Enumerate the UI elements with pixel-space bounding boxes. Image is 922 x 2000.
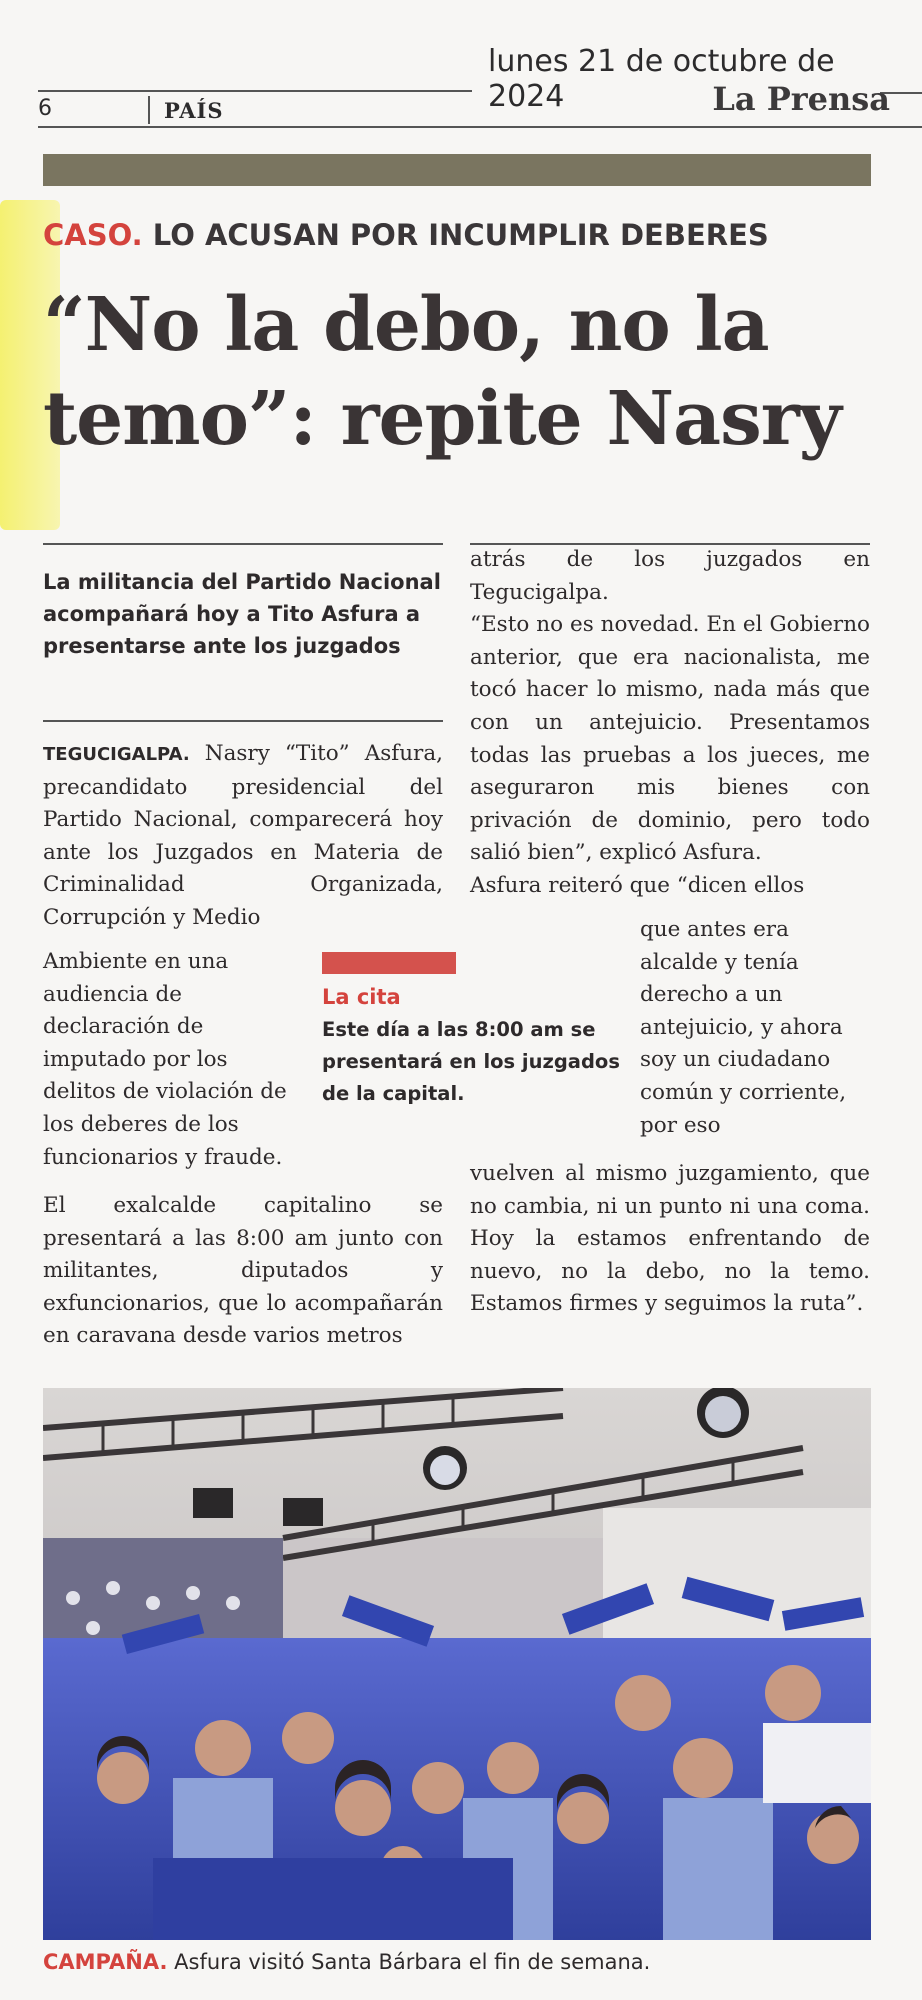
header-separator [148, 96, 150, 124]
column-2-para-3-rest: vuelven al mismo juzgamiento, que no cambia, ni un punto ni una coma. Hoy la estamos enfrentando de nuevo, no la debo, no la temo. Estamos firmes y seguimos la ruta”. [470, 1161, 870, 1317]
column-2-narrow [640, 914, 872, 1142]
pull-quote-text: Este día a las 8:00 am se presentará en los juzgados de la capital. [322, 1018, 620, 1105]
caption-tag: CAMPAÑA. [43, 1950, 168, 1974]
column-2-para-3-wide: Asfura reiteró que “dicen ellos [470, 872, 805, 898]
headline-line-2: temo”: repite Nasry [43, 376, 841, 462]
newspaper-brand: La Prensa [712, 80, 890, 118]
publication-date: lunes 21 de octubre de 2024 [488, 44, 835, 114]
section-name: PAÍS [164, 98, 224, 123]
column-2-para-1: atrás de los juzgados en Tegucigalpa. [470, 547, 870, 605]
kicker-tag: CASO. [43, 218, 143, 252]
deck-top-rule [43, 543, 443, 545]
dateline: TEGUCIGALPA. [43, 744, 190, 765]
column-1-top [43, 738, 443, 935]
column-1-para-1-narrow: Ambiente en una audiencia de declaración de imputado por los delitos de violación de los deberes de los funcionarios y fraude. [43, 949, 287, 1170]
header-bottom-rule [38, 126, 922, 128]
column-2-top [470, 544, 870, 903]
column-1-para-2: El exalcalde capitalino se presentará a las 8:00 am junto con militantes, diputados y exfuncionarios, que lo acompañarán en caravana desde varios metros [43, 1193, 443, 1349]
section-band [43, 154, 871, 186]
column-2-para-2: “Esto no es novedad. En el Gobierno anterior, que era nacionalista, me tocó hacer lo mismo, nada más que con un antejuicio. Presentamos todas las pruebas a los jueces, me aseguraron mis bienes con privación de dominio, pero todo salió bien”, explicó Asfura. [470, 612, 870, 866]
pull-quote-bar [322, 952, 456, 974]
deck: La militancia del Partido Nacional acompañará hoy a Tito Asfura a presentarse ante los juzgados [43, 570, 441, 658]
deck-bottom-rule [43, 720, 443, 722]
caption-text: Asfura visitó Santa Bárbara el fin de semana. [174, 1950, 651, 1974]
kicker [43, 218, 873, 252]
page-number: 6 [38, 96, 52, 121]
pull-quote-label: La cita [322, 985, 401, 1009]
header-rule [38, 90, 472, 92]
column-1-narrow [43, 946, 295, 1174]
campaign-photo-image [43, 1388, 871, 1940]
column-1-bottom [43, 1190, 443, 1353]
column-2-bottom [470, 1158, 870, 1321]
column-2-para-3-narrow: que antes era alcalde y tenía derecho a un antejuicio, y ahora soy un ciudadano común y corriente, por eso [640, 917, 847, 1138]
campaign-photo [43, 1388, 871, 1940]
kicker-text: LO ACUSAN POR INCUMPLIR DEBERES [152, 218, 769, 252]
column-1-para-1-wide: Nasry “Tito” Asfura, precandidato presidencial del Partido Nacional, comparecerá hoy ante los Juzgados en Materia de Criminalidad Organizada, Corrupción y Medio [43, 741, 443, 930]
headline-line-1: “No la debo, no la [43, 282, 769, 368]
photo-caption [43, 1950, 883, 1974]
headline [43, 278, 883, 466]
